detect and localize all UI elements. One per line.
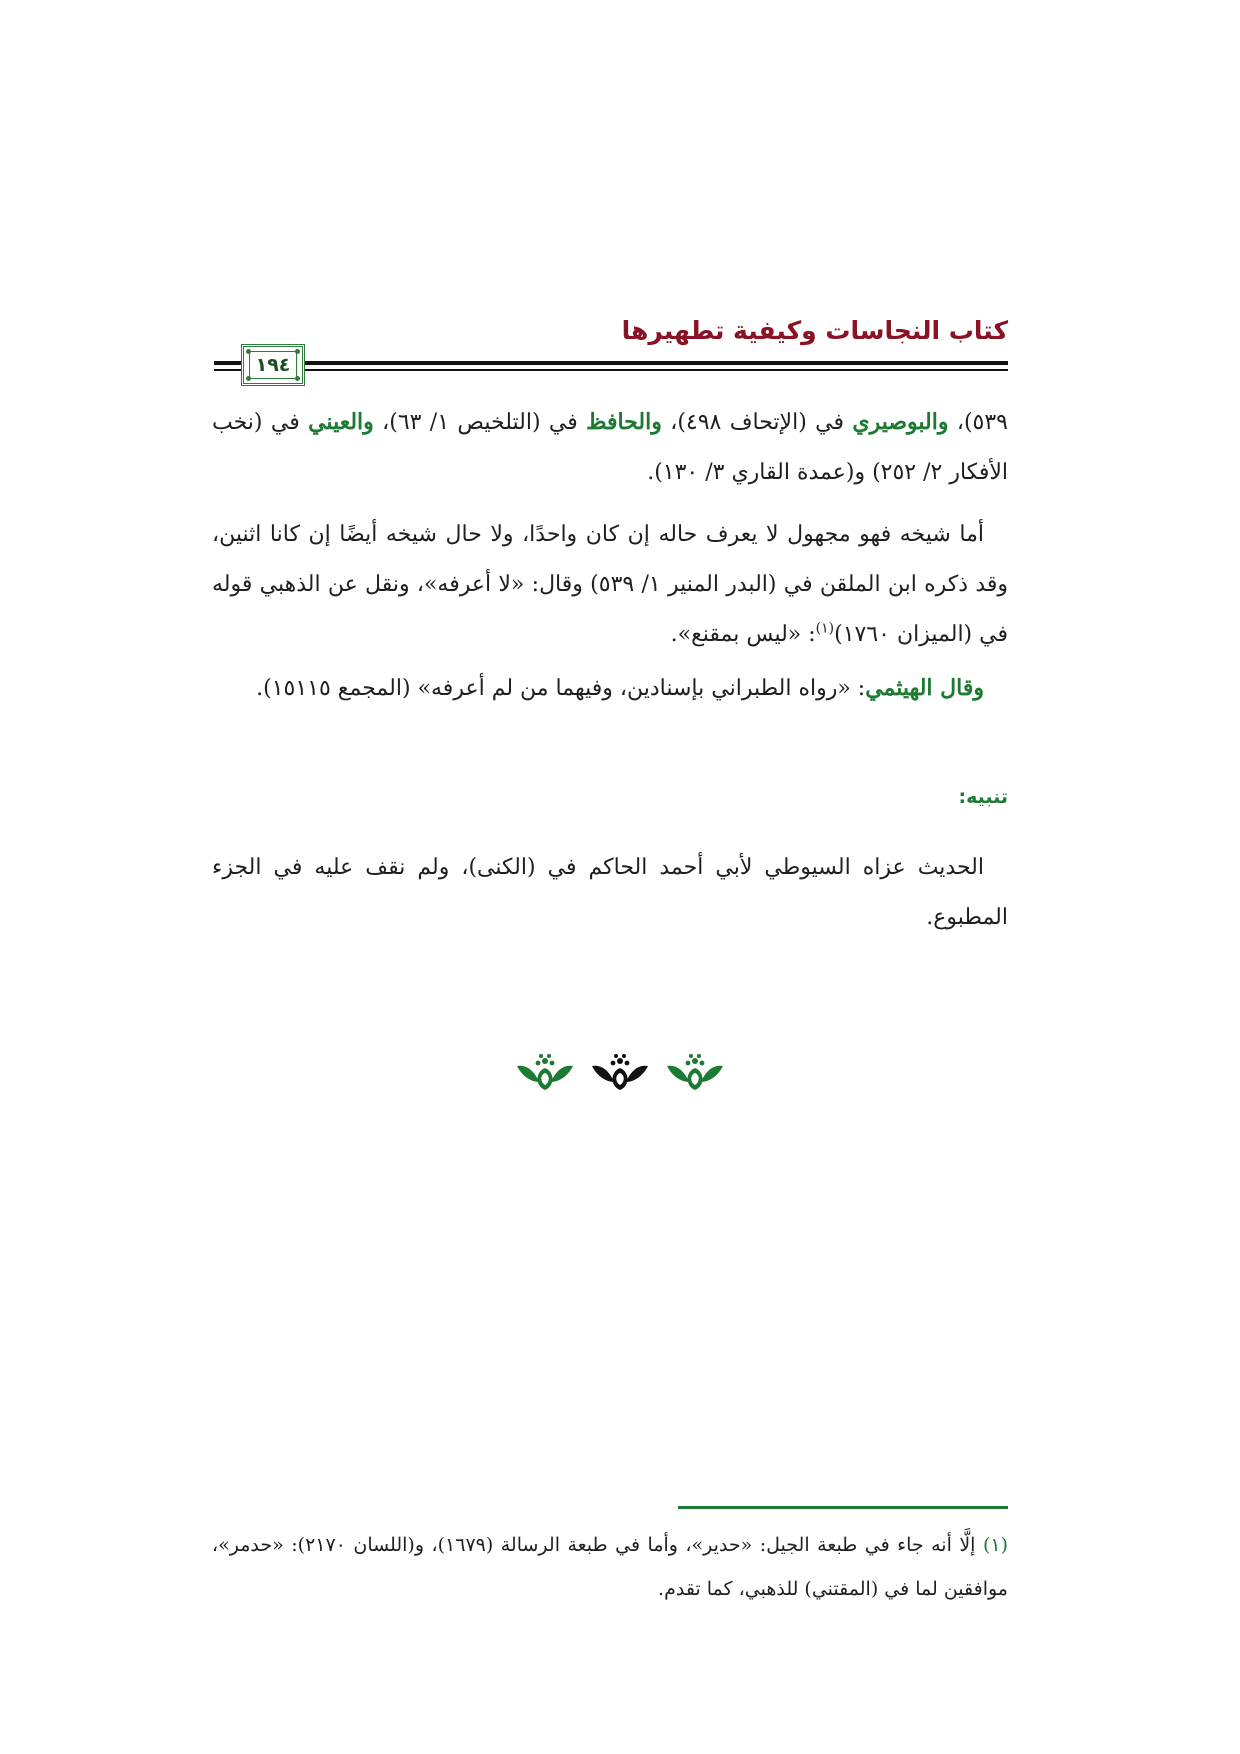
scholar-name: والحافظ	[586, 409, 662, 435]
floral-ornament-icon	[665, 1052, 725, 1092]
frame-corner-icon	[246, 376, 251, 381]
text-run: أما شيخه فهو مجهول لا يعرف حاله إن كان واحدًا، ولا حال شيخه أيضًا إن كانا اثنين، وقد ذكره ابن الملقن في (البدر المنير ١/ ٥٣٩) وقال: «لا أعرفه»، ونقل عن الذهبي قوله في (الميزان ١٧٦٠)	[212, 522, 1009, 647]
haythami-text	[212, 663, 1008, 714]
page-number-frame-icon	[241, 344, 305, 386]
page-header	[214, 316, 1008, 386]
text-run: في (الإتحاف ٤٩٨)،	[661, 410, 853, 435]
frame-corner-icon	[295, 376, 300, 381]
narrator-text	[212, 510, 1008, 660]
paragraph-haythami	[212, 663, 1008, 714]
footnote-marker: (١)	[982, 1534, 1008, 1556]
footnote-separator	[678, 1506, 1008, 1509]
paragraph-narrator	[212, 510, 1008, 660]
text-run: إلَّا أنه جاء في طبعة الجيل: «حدير»، وأما في طبعة الرسالة (١٦٧٩)، و(اللسان ٢١٧٠): «حدمر»، موافقين لما في (المقتني) للذهبي، كما تقدم.	[212, 1534, 1008, 1600]
footnote	[212, 1523, 1008, 1611]
paragraph-citations	[212, 397, 1008, 498]
page-number: ١٩٤	[249, 351, 297, 379]
citation-text	[212, 397, 1008, 498]
book-title: كتاب النجاسات وكيفية تطهيرها	[621, 316, 1008, 345]
footnote-text	[212, 1523, 1008, 1611]
section-ornament	[515, 1050, 725, 1094]
scholar-name: وقال الهيثمي	[865, 675, 984, 701]
text-run: ٥٣٩)،	[948, 410, 1008, 435]
note-heading: تنبيه:	[958, 786, 1008, 808]
header-rule-thin	[214, 369, 1008, 371]
floral-ornament-icon	[515, 1052, 575, 1092]
text-run: في (نخب الأفكار ٢/ ٢٥٢) و(عمدة القاري ٣/ ١٣٠).	[212, 410, 1008, 485]
text-run: : «رواه الطبراني بإسنادين، وفيهما من لم أعرفه» (المجمع ١٥١١٥).	[256, 676, 866, 701]
frame-corner-icon	[295, 349, 300, 354]
paragraph-note	[212, 843, 1008, 943]
frame-corner-icon	[246, 349, 251, 354]
footnote-reference: (١)	[815, 620, 835, 637]
scholar-name: والبوصيري	[852, 409, 949, 435]
header-rule-thick	[214, 361, 1008, 365]
text-run: في (التلخيص ١/ ٦٣)،	[373, 410, 587, 435]
scholar-name: والعيني	[308, 409, 374, 435]
floral-ornament-icon	[590, 1052, 650, 1092]
note-text: الحديث عزاه السيوطي لأبي أحمد الحاكم في (الكنى)، ولم نقف عليه في الجزء المطبوع.	[212, 855, 1008, 930]
text-run: : «ليس بمقنع».	[670, 622, 816, 647]
